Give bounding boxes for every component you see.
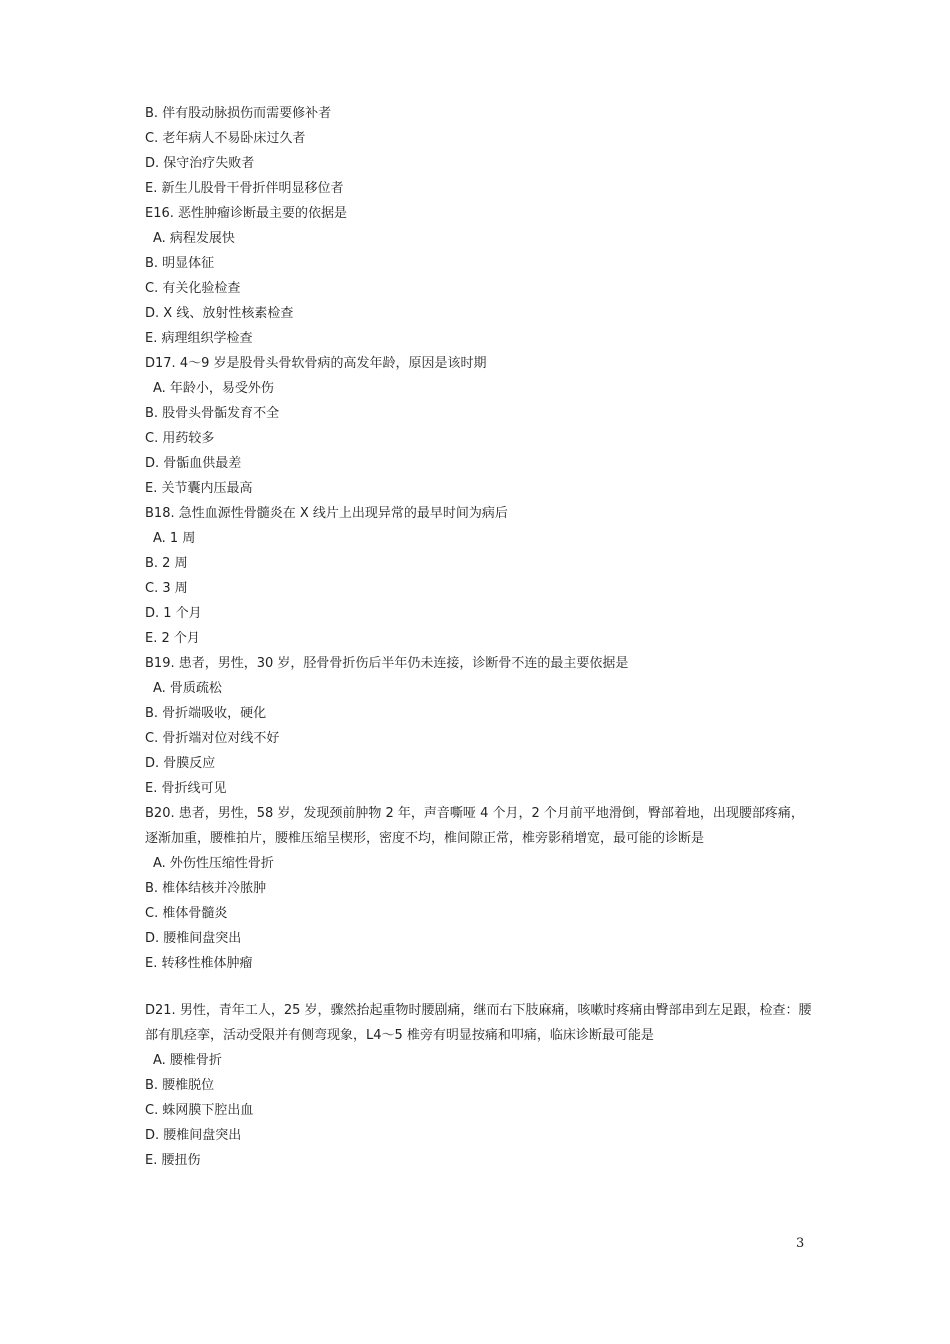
text-line: C. 蛛网膜下腔出血 (145, 1103, 254, 1118)
text-line: C. 骨折端对位对线不好 (145, 731, 280, 746)
text-line: B. 椎体结核并冷脓肿 (145, 881, 267, 896)
paragraph-gap (145, 976, 815, 998)
question-block-part3 (145, 1048, 815, 1173)
text-line: D. X 线、放射性核素检查 (145, 306, 294, 321)
text-line: C. 老年病人不易卧床过久者 (145, 131, 306, 146)
text-line: B. 明显体征 (145, 256, 215, 271)
text-line: D. 保守治疗失败者 (145, 156, 255, 171)
text-line: E. 腰扭伤 (145, 1153, 201, 1168)
text-line: E. 关节囊内压最高 (145, 481, 253, 496)
text-line: A. 病程发展快 (153, 231, 235, 246)
text-line: B. 骨折端吸收，硬化 (145, 706, 267, 721)
text-line: D. 腰椎间盘突出 (145, 931, 242, 946)
text-line: D. 骨骺血供最差 (145, 456, 242, 471)
text-line: C. 用药较多 (145, 431, 215, 446)
text-line: B. 2 周 (145, 556, 188, 571)
text-line: E. 新生儿股骨干骨折伴明显移位者 (145, 181, 344, 196)
page-number: 3 (796, 1236, 805, 1251)
question-21-stem: D21. 男性，青年工人，25 岁，骤然抬起重物时腰剧痛，继而右下肢麻痛，咳嗽时疼痛由臀部串到左足跟，检查：腰部有肌痉挛，活动受限并有侧弯现象，L4～5 椎旁有明显按痛和叩痛，临床诊断最可能是 (145, 1003, 812, 1043)
text-line: C. 有关化验检查 (145, 281, 241, 296)
text-line: A. 骨质疏松 (153, 681, 222, 696)
text-line: C. 椎体骨髓炎 (145, 906, 228, 921)
text-line: E. 转移性椎体肿瘤 (145, 956, 253, 971)
text-line: E. 骨折线可见 (145, 781, 227, 796)
text-line: B18. 急性血源性骨髓炎在 X 线片上出现异常的最早时间为病后 (145, 506, 508, 521)
text-line: D17. 4～9 岁是股骨头骨软骨病的高发年龄，原因是该时期 (145, 356, 487, 371)
page-content (145, 101, 815, 1173)
text-line: A. 外伤性压缩性骨折 (153, 856, 274, 871)
text-line: B. 腰椎脱位 (145, 1078, 215, 1093)
text-line: A. 1 周 (153, 531, 196, 546)
text-line: B. 股骨头骨骺发育不全 (145, 406, 280, 421)
question-block-part1 (145, 101, 815, 801)
question-20-stem: B20. 患者，男性，58 岁，发现颈前肿物 2 年，声音嘶哑 4 个月，2 个月前平地滑倒，臀部着地，出现腰部疼痛，逐渐加重，腰椎拍片，腰椎压缩呈楔形，密度不均，椎间隙正常，椎旁影稍增宽，最可能的诊断是 (145, 806, 804, 846)
text-line: E16. 恶性肿瘤诊断最主要的依据是 (145, 206, 348, 221)
text-line: A. 腰椎骨折 (153, 1053, 222, 1068)
text-line: E. 2 个月 (145, 631, 200, 646)
text-line: B19. 患者，男性，30 岁，胫骨骨折伤后半年仍未连接，诊断骨不连的最主要依据是 (145, 656, 629, 671)
question-block-part2 (145, 851, 815, 976)
text-line: D. 1 个月 (145, 606, 202, 621)
text-line: A. 年龄小，易受外伤 (153, 381, 274, 396)
text-line: E. 病理组织学检查 (145, 331, 253, 346)
text-line: B. 伴有股动脉损伤而需要修补者 (145, 106, 332, 121)
text-line: D. 骨膜反应 (145, 756, 216, 771)
text-line: C. 3 周 (145, 581, 188, 596)
text-line: D. 腰椎间盘突出 (145, 1128, 242, 1143)
